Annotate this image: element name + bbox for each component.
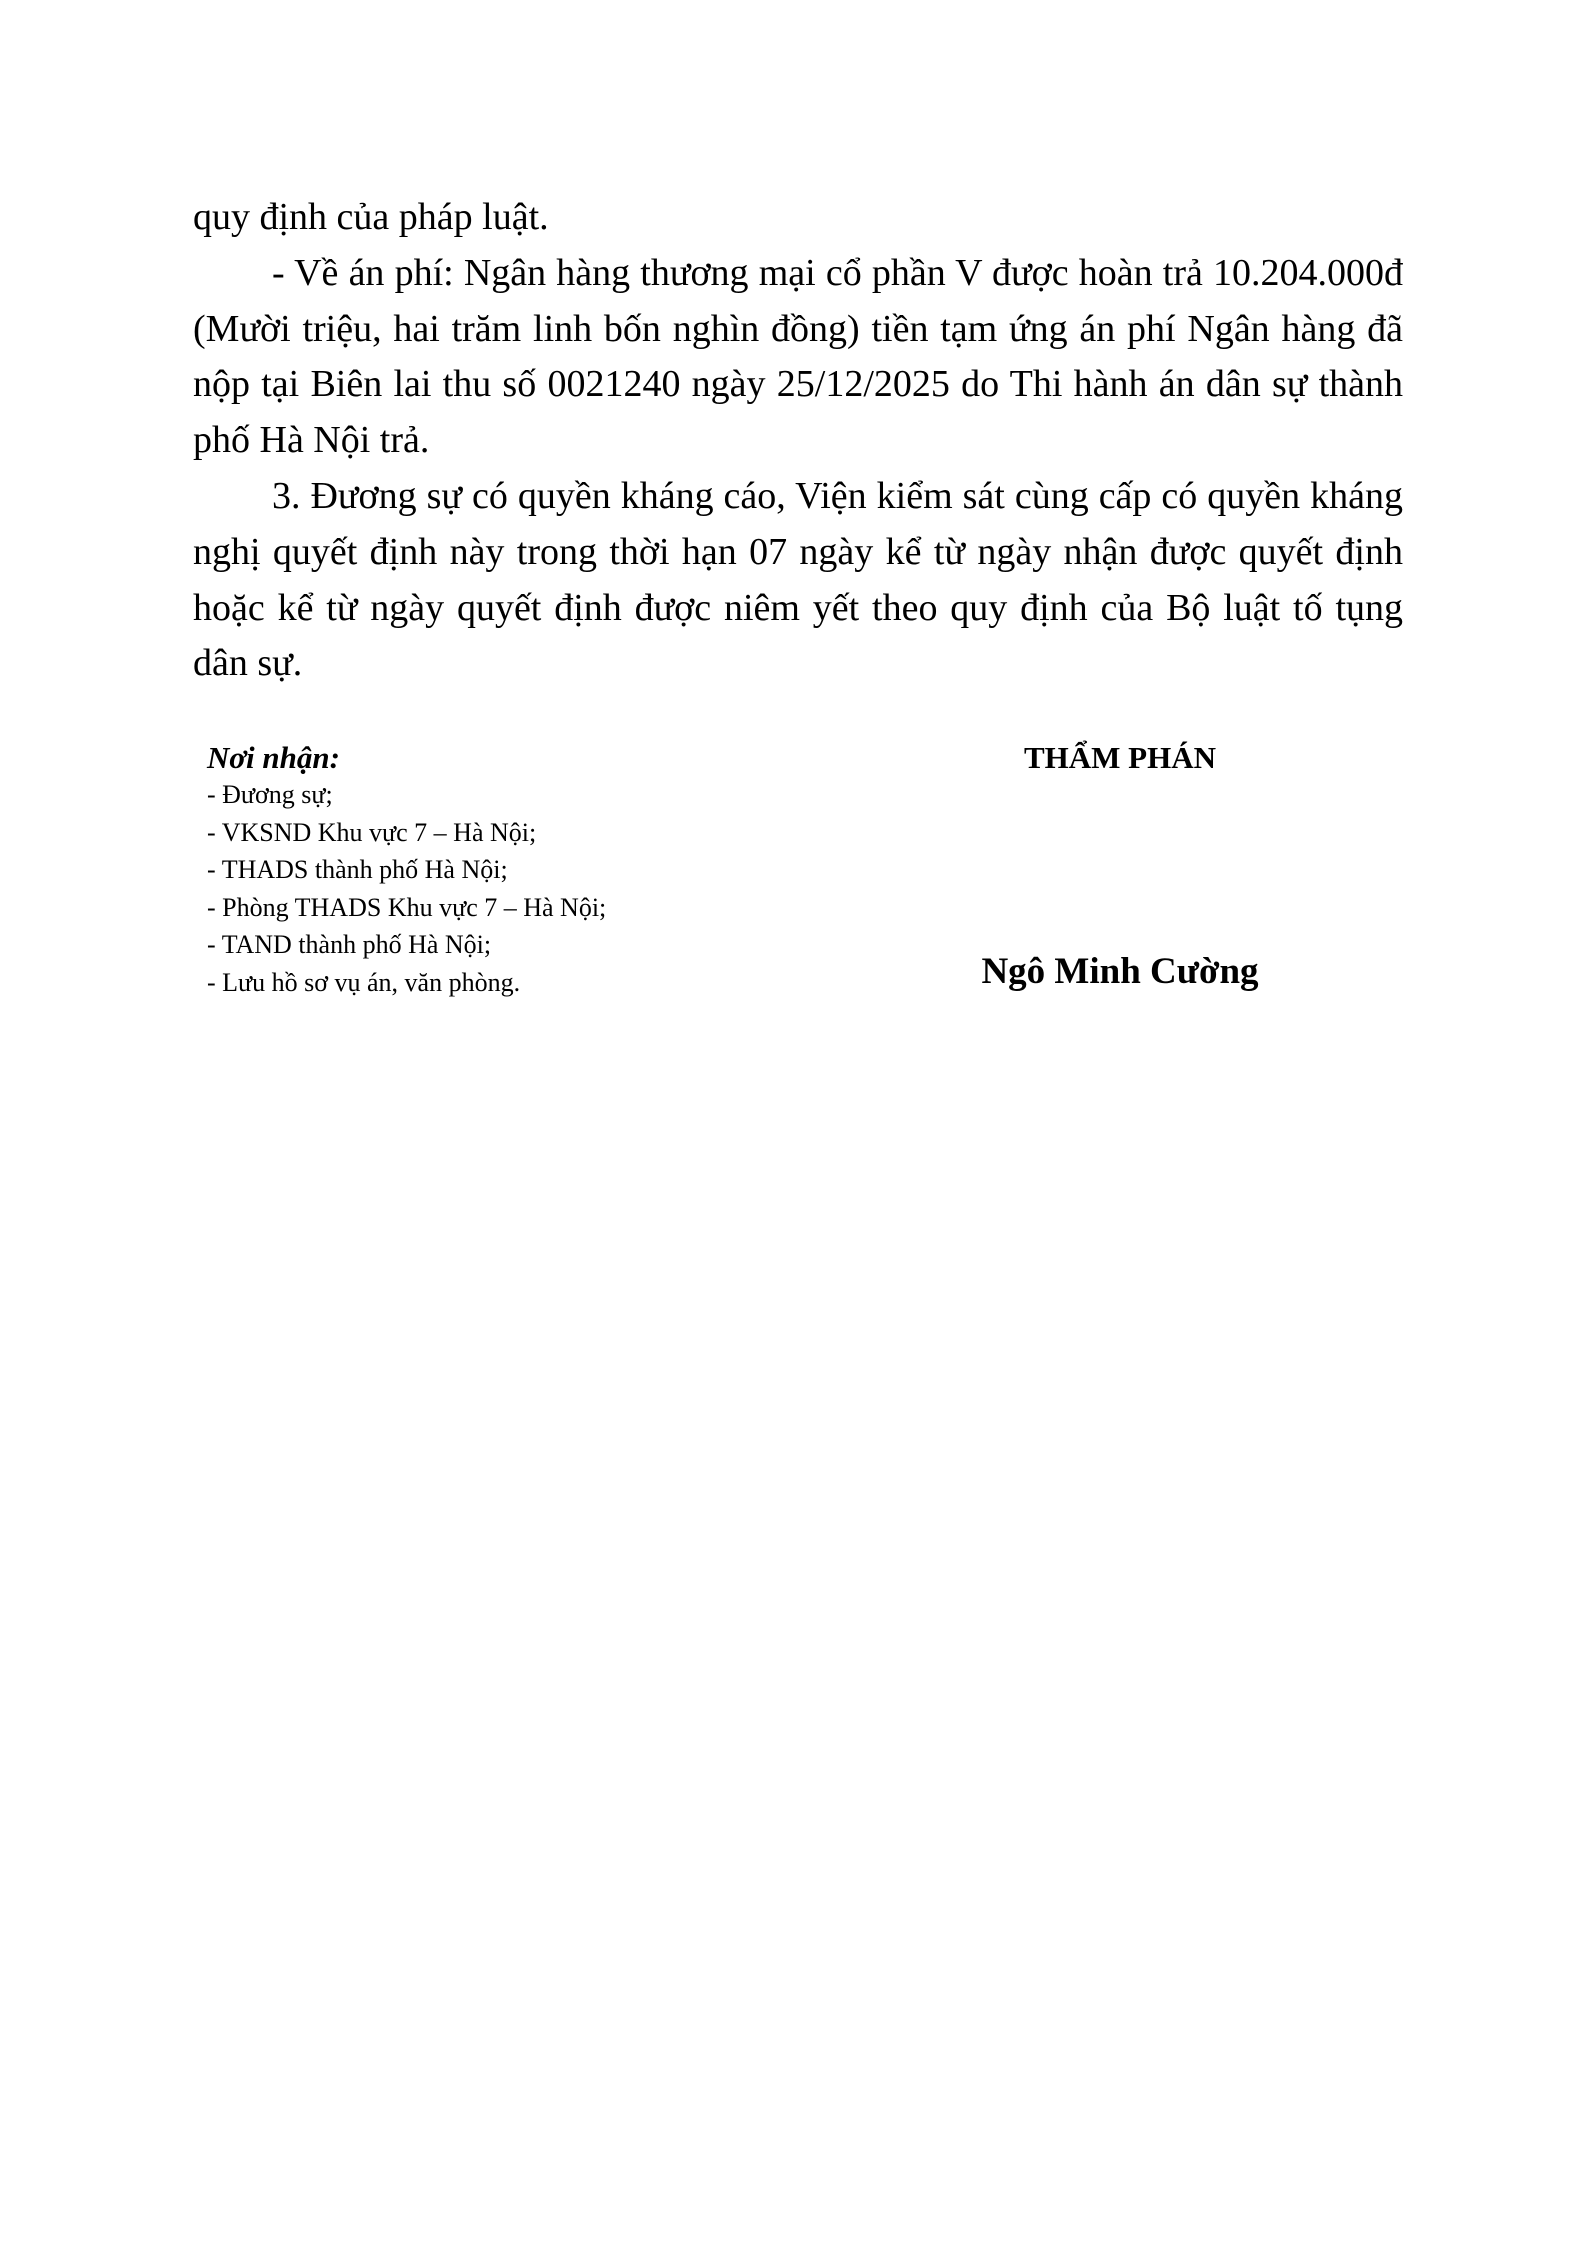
recipient-item: - VKSND Khu vực 7 – Hà Nội; (207, 817, 537, 847)
paragraph-continuation: quy định của pháp luật. (193, 196, 549, 238)
signer-name: Ngô Minh Cường (981, 951, 1259, 992)
document-body (193, 190, 1403, 692)
signature-block (900, 740, 1340, 992)
paragraph-appeal-rights: 3. Đương sự có quyền kháng cáo, Viện kiểm sát cùng cấp có quyền kháng nghị quyết định này trong thời hạn 07 ngày kể từ ngày nhận được quyết định hoặc kể từ ngày quyết định được niêm yết theo quy định của Bộ luật tố tụng dân sự. (193, 474, 1403, 685)
recipients-block (207, 740, 767, 1001)
recipient-item: - Lưu hồ sơ vụ án, văn phòng. (207, 967, 521, 997)
signer-title: THẨM PHÁN (1023, 740, 1216, 775)
recipients-list (207, 776, 767, 1001)
recipients-title: Nơi nhận: (207, 740, 340, 775)
recipient-item: - TAND thành phố Hà Nội; (207, 930, 492, 959)
paragraph-court-fee: - Về án phí: Ngân hàng thương mại cổ phần V được hoàn trả 10.204.000đ (Mười triệu, hai trăm linh bốn nghìn đồng) tiền tạm ứng án phí Ngân hàng đã nộp tại Biên lai thu số 0021240 ngày 25/12/2025 do Thi hành án dân sự thành phố Hà Nội trả. (193, 251, 1403, 462)
recipient-item: - THADS thành phố Hà Nội; (207, 855, 508, 884)
recipient-item: - Phòng THADS Khu vực 7 – Hà Nội; (207, 892, 607, 922)
recipient-item: - Đương sự; (207, 780, 333, 809)
